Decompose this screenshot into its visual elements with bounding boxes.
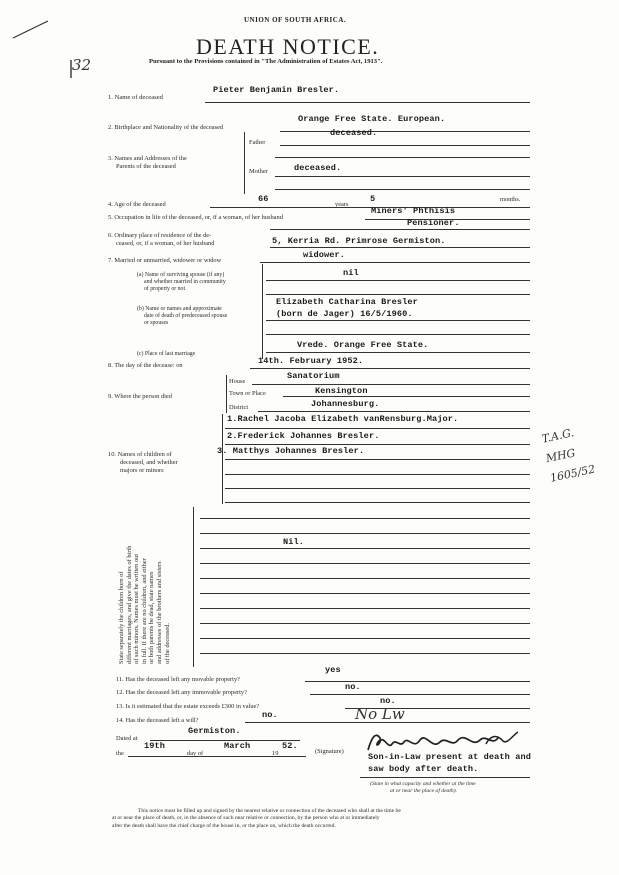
q1-label: 1. Name of deceased (108, 94, 163, 101)
death-district: Johannesburg. (311, 399, 380, 409)
q7a-label: (a) Name of surviving spouse (if any) and whether married in community of property or not (137, 272, 226, 292)
q11-label: 11. Has the deceased left any movable property? (116, 676, 240, 683)
child-3: 3. Matthys Johannes Bresler. (217, 446, 365, 456)
district-label: District (229, 404, 249, 411)
q3-label: 3. Names and Addresses of the Parents of the deceased (108, 155, 187, 170)
side-reference-note: T.A.G. MHG 1605/52 (540, 426, 597, 485)
q14-label: 14. Has the deceased left a will? (116, 717, 199, 724)
surviving-spouse: nil (343, 268, 359, 278)
exceeds-answer: no. (380, 696, 396, 706)
dated-day: 19th (144, 741, 166, 751)
years-label: years (335, 201, 349, 208)
birthplace-line1: Orange Free State. European. (298, 114, 446, 124)
mother-value: deceased. (294, 163, 342, 173)
q7b-label: (b) Name or names and approximate date of death of predeceased spouse or spouses (137, 306, 228, 326)
the-label: the (116, 750, 124, 757)
deceased-name: Pieter Benjamin Bresler. (213, 85, 340, 95)
page-title: DEATH NOTICE. (196, 34, 380, 59)
town-label: Town or Place (229, 390, 266, 397)
siblings-value: Nil. (283, 537, 305, 547)
death-town: Kensington (315, 386, 368, 396)
last-marriage: Vrede. Orange Free State. (297, 340, 429, 350)
q2-label: 2. Birthplace and Nationality of the deceased (108, 124, 224, 131)
q12-label: 12. Has the deceased left any immovable property? (116, 689, 247, 696)
signature-label: (Signature) (315, 748, 344, 755)
siblings-instructions: State separately the children born of different marriages, and give the dates of birth of such minors. Names must be written out in full. If there are no children, and either or both parents be dead, state names and addresses of the brothers and sisters of the deceased. (118, 545, 171, 664)
margin-bracket (66, 58, 76, 80)
dated-month: March (224, 741, 251, 751)
q4-label: 4. Age of the deceased (108, 201, 166, 208)
q5-label: 5. Occupation in life of the deceased, or, if a woman, of her husband (108, 214, 283, 221)
day-of-label: day of (187, 750, 204, 757)
movable-answer: yes (325, 665, 341, 675)
q13-label: 13. Is it estimated that the estate exceeds £300 in value? (116, 703, 260, 710)
father-label: Father (249, 139, 266, 146)
dated-at-label: Dated at (116, 735, 138, 742)
predeceased-line2: (born de Jager) 16/5/1960. (276, 309, 413, 319)
death-house: Sanatorium (287, 371, 340, 381)
marital-status: widower. (303, 250, 346, 260)
dated-place: Germiston. (188, 726, 241, 736)
date-of-death: 14th. February 1952. (258, 356, 364, 366)
union-heading: UNION OF SOUTH AFRICA. (244, 16, 347, 24)
months-label: months. (500, 196, 521, 203)
age-months: 5 (370, 194, 376, 204)
age-years: 66 (258, 194, 269, 204)
capacity-note: (State in what capacity and whether at the time at or near the place of death). (370, 781, 476, 794)
will-answer: no. (262, 710, 278, 720)
q8-label: 8. The day of the decease: on (108, 362, 183, 369)
margin-folio-number: 32 (72, 56, 92, 74)
predeceased-line1: Elizabeth Catharina Bresler (276, 297, 418, 307)
will-handwritten-note: No Lw (355, 705, 405, 723)
immovable-answer: no. (345, 682, 361, 692)
house-label: House (229, 378, 246, 385)
q9-label: 9. Where the person died (108, 393, 172, 400)
residence: 5, Kerria Rd. Primrose Germiston. (272, 236, 446, 246)
occupation-line2: Pensioner. (407, 218, 460, 228)
mother-label: Mother (249, 168, 268, 175)
q7-label: 7. Married or unmarried, widower or widow (108, 257, 222, 264)
child-1: 1.Rachel Jacoba Elizabeth vanRensburg.Major. (227, 414, 459, 424)
q10-label: 10. Names of children of deceased, and whether majors or minors (108, 451, 178, 474)
father-value: deceased. (330, 128, 378, 138)
dated-year: 52. (282, 741, 298, 751)
child-2: 2.Frederick Johannes Bresler. (227, 431, 380, 441)
footer-instructions: This notice must be filled up and signed by the nearest relative or connection of the deceased who shall at the time be at or near the place of death, or, in the absence of such near relative or connection, by the person who at or immediately after the death shall have the chief charge of the house in, or the place on, which the death occurred. (112, 808, 401, 829)
capacity-line2: saw body after death. (368, 764, 479, 774)
corner-pen-mark (10, 18, 50, 40)
subtitle: Pursuant to the Provisions contained in "The Administration of Estates Act, 1913". (149, 58, 383, 65)
occupation-line1: Miners' Phthisis (371, 206, 456, 216)
q7c-label: (c) Place of last marriage (137, 351, 196, 357)
year-prefix: 19 (272, 750, 279, 757)
capacity-line1: Son-in-Law present at death and (368, 752, 531, 762)
q6-label: 6. Ordinary place of residence of the de- ceased, or, if a woman, of her husband (108, 232, 215, 247)
